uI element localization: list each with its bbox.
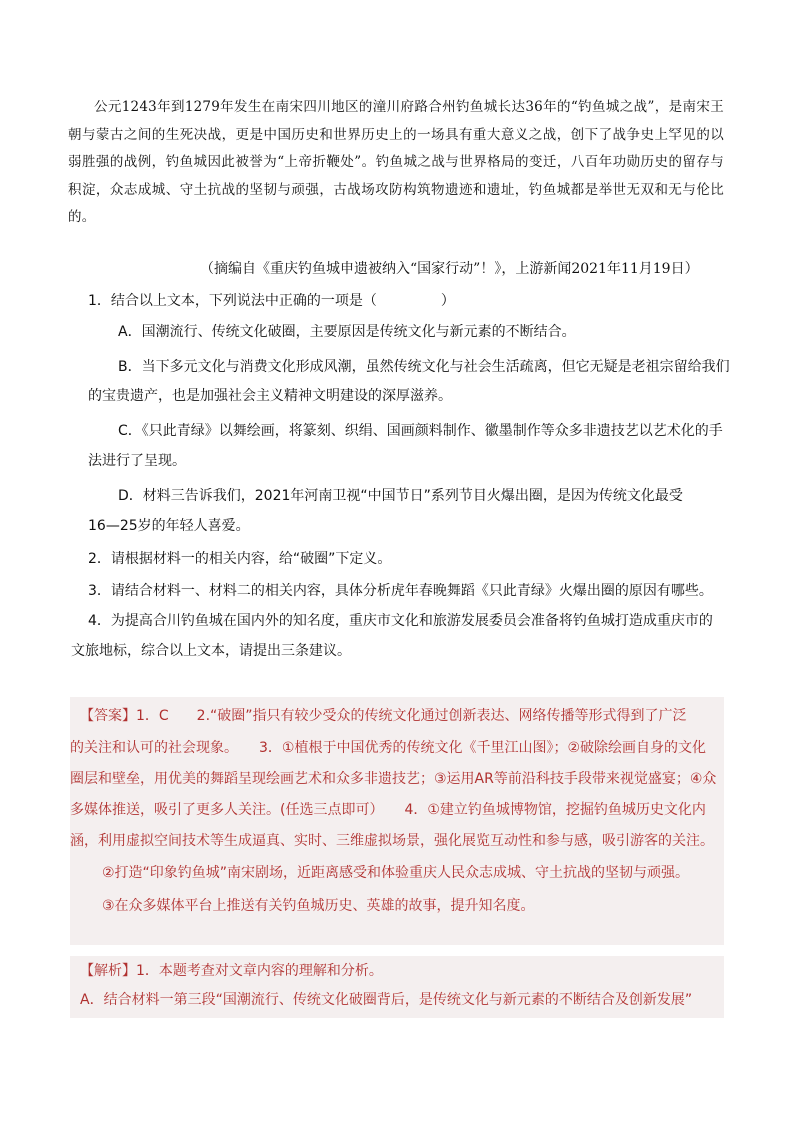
analysis-section [70,956,724,1018]
option-a: A．国潮流行、传统文化破圈，主要原因是传统文化与新元素的不断结合。 [118,324,576,340]
option-d-line-2: 16—25岁的年轻人喜爱。 [88,518,250,534]
passage-source: （摘编自《重庆钓鱼城申遗被纳入“国家行动”！》，上游新闻2021年11月19日） [200,261,699,277]
option-b-line-1: B．当下多元文化与消费文化形成风潮，虽然传统文化与社会生活疏离，但它无疑是老祖宗留给我们 [118,359,730,375]
option-c-line-2: 法进行了呈现。 [88,453,186,469]
answer-line-1: 【答案】1．C 2.“破圈”指只有较少受众的传统文化通过创新表达、网络传播等形式得到了广泛 [80,708,687,724]
question-1-paren-close: ） [440,293,455,309]
answer-line-7: ③在众多媒体平台上推送有关钓鱼城历史、英雄的故事，提升知名度。 [102,898,535,914]
analysis-line-2: A．结合材料一第三段“国潮流行、传统文化破圈背后，是传统文化与新元素的不断结合及创新发展” [80,992,693,1008]
question-4-line-2: 文旅地标，综合以上文本，请提出三条建议。 [71,643,351,659]
question-3: 3．请结合材料一、材料二的相关内容，具体分析虎年春晚舞蹈《只此青绿》火爆出圈的原因有哪些。 [88,583,713,599]
answer-line-2: 的关注和认可的社会现象。 3．①植根于中国优秀的传统文化《千里江山图》；②破除绘画自身的文化 [70,740,707,756]
answer-section [70,697,724,945]
question-4-line-1: 4．为提高合川钓鱼城在国内外的知名度，重庆市文化和旅游发展委员会准备将钓鱼城打造成重庆市的 [88,613,713,629]
option-b-line-2: 的宝贵遗产，也是加强社会主义精神文明建设的深厚滋养。 [88,388,452,404]
question-2: 2．请根据材料一的相关内容，给“破圈”下定义。 [88,551,392,567]
question-1 [88,290,455,312]
answer-line-6: ②打造“印象钓鱼城”南宋剧场，近距离感受和体验重庆人民众志成城、守土抗战的坚韧与顽强。 [102,865,690,881]
question-1-stem: 1．结合以上文本，下列说法中正确的一项是（ [88,293,377,309]
analysis-line-1: 【解析】1．本题考查对文章内容的理解和分析。 [80,963,383,979]
answer-line-5: 涵，利用虚拟空间技术等生成逼真、实时、三维虚拟场景，强化展览互动性和参与感，吸引游客的关注。 [70,833,714,849]
answer-line-4: 多媒体推送，吸引了更多人关注。(任选三点即可） 4．①建立钓鱼城博物馆，挖掘钓鱼城历史文化内 [70,802,706,818]
option-c-line-1: C．《只此青绿》以舞绘画，将篆刻、织绢、国画颜料制作、徽墨制作等众多非遗技艺以艺术化的手 [118,423,723,439]
reading-passage: 公元1243年到1279年发生在南宋四川地区的潼川府路合州钓鱼城长达36年的“钓鱼城之战”，是南宋王朝与蒙古之间的生死决战，更是中国历史和世界历史上的一场具有重大意义之战，创下了战争史上罕见的以弱胜强的战例，钓鱼城因此被誉为“上帝折鞭处”。钓鱼城之战与世界格局的变迁，八百年功勋历史的留存与积淀，众志成城、守土抗战的坚韧与顽强，古战场攻防构筑物遗迹和遗址，钓鱼城都是举世无双和无与伦比的。 [68,99,724,225]
answer-line-3: 圈层和壁垒，用优美的舞蹈呈现绘画艺术和众多非遗技艺；③运用AR等前沿科技手段带来视觉盛宴；④众 [70,771,717,787]
option-d-line-1: D．材料三告诉我们，2021年河南卫视“中国节日”系列节目火爆出圈，是因为传统文化最受 [118,488,683,504]
